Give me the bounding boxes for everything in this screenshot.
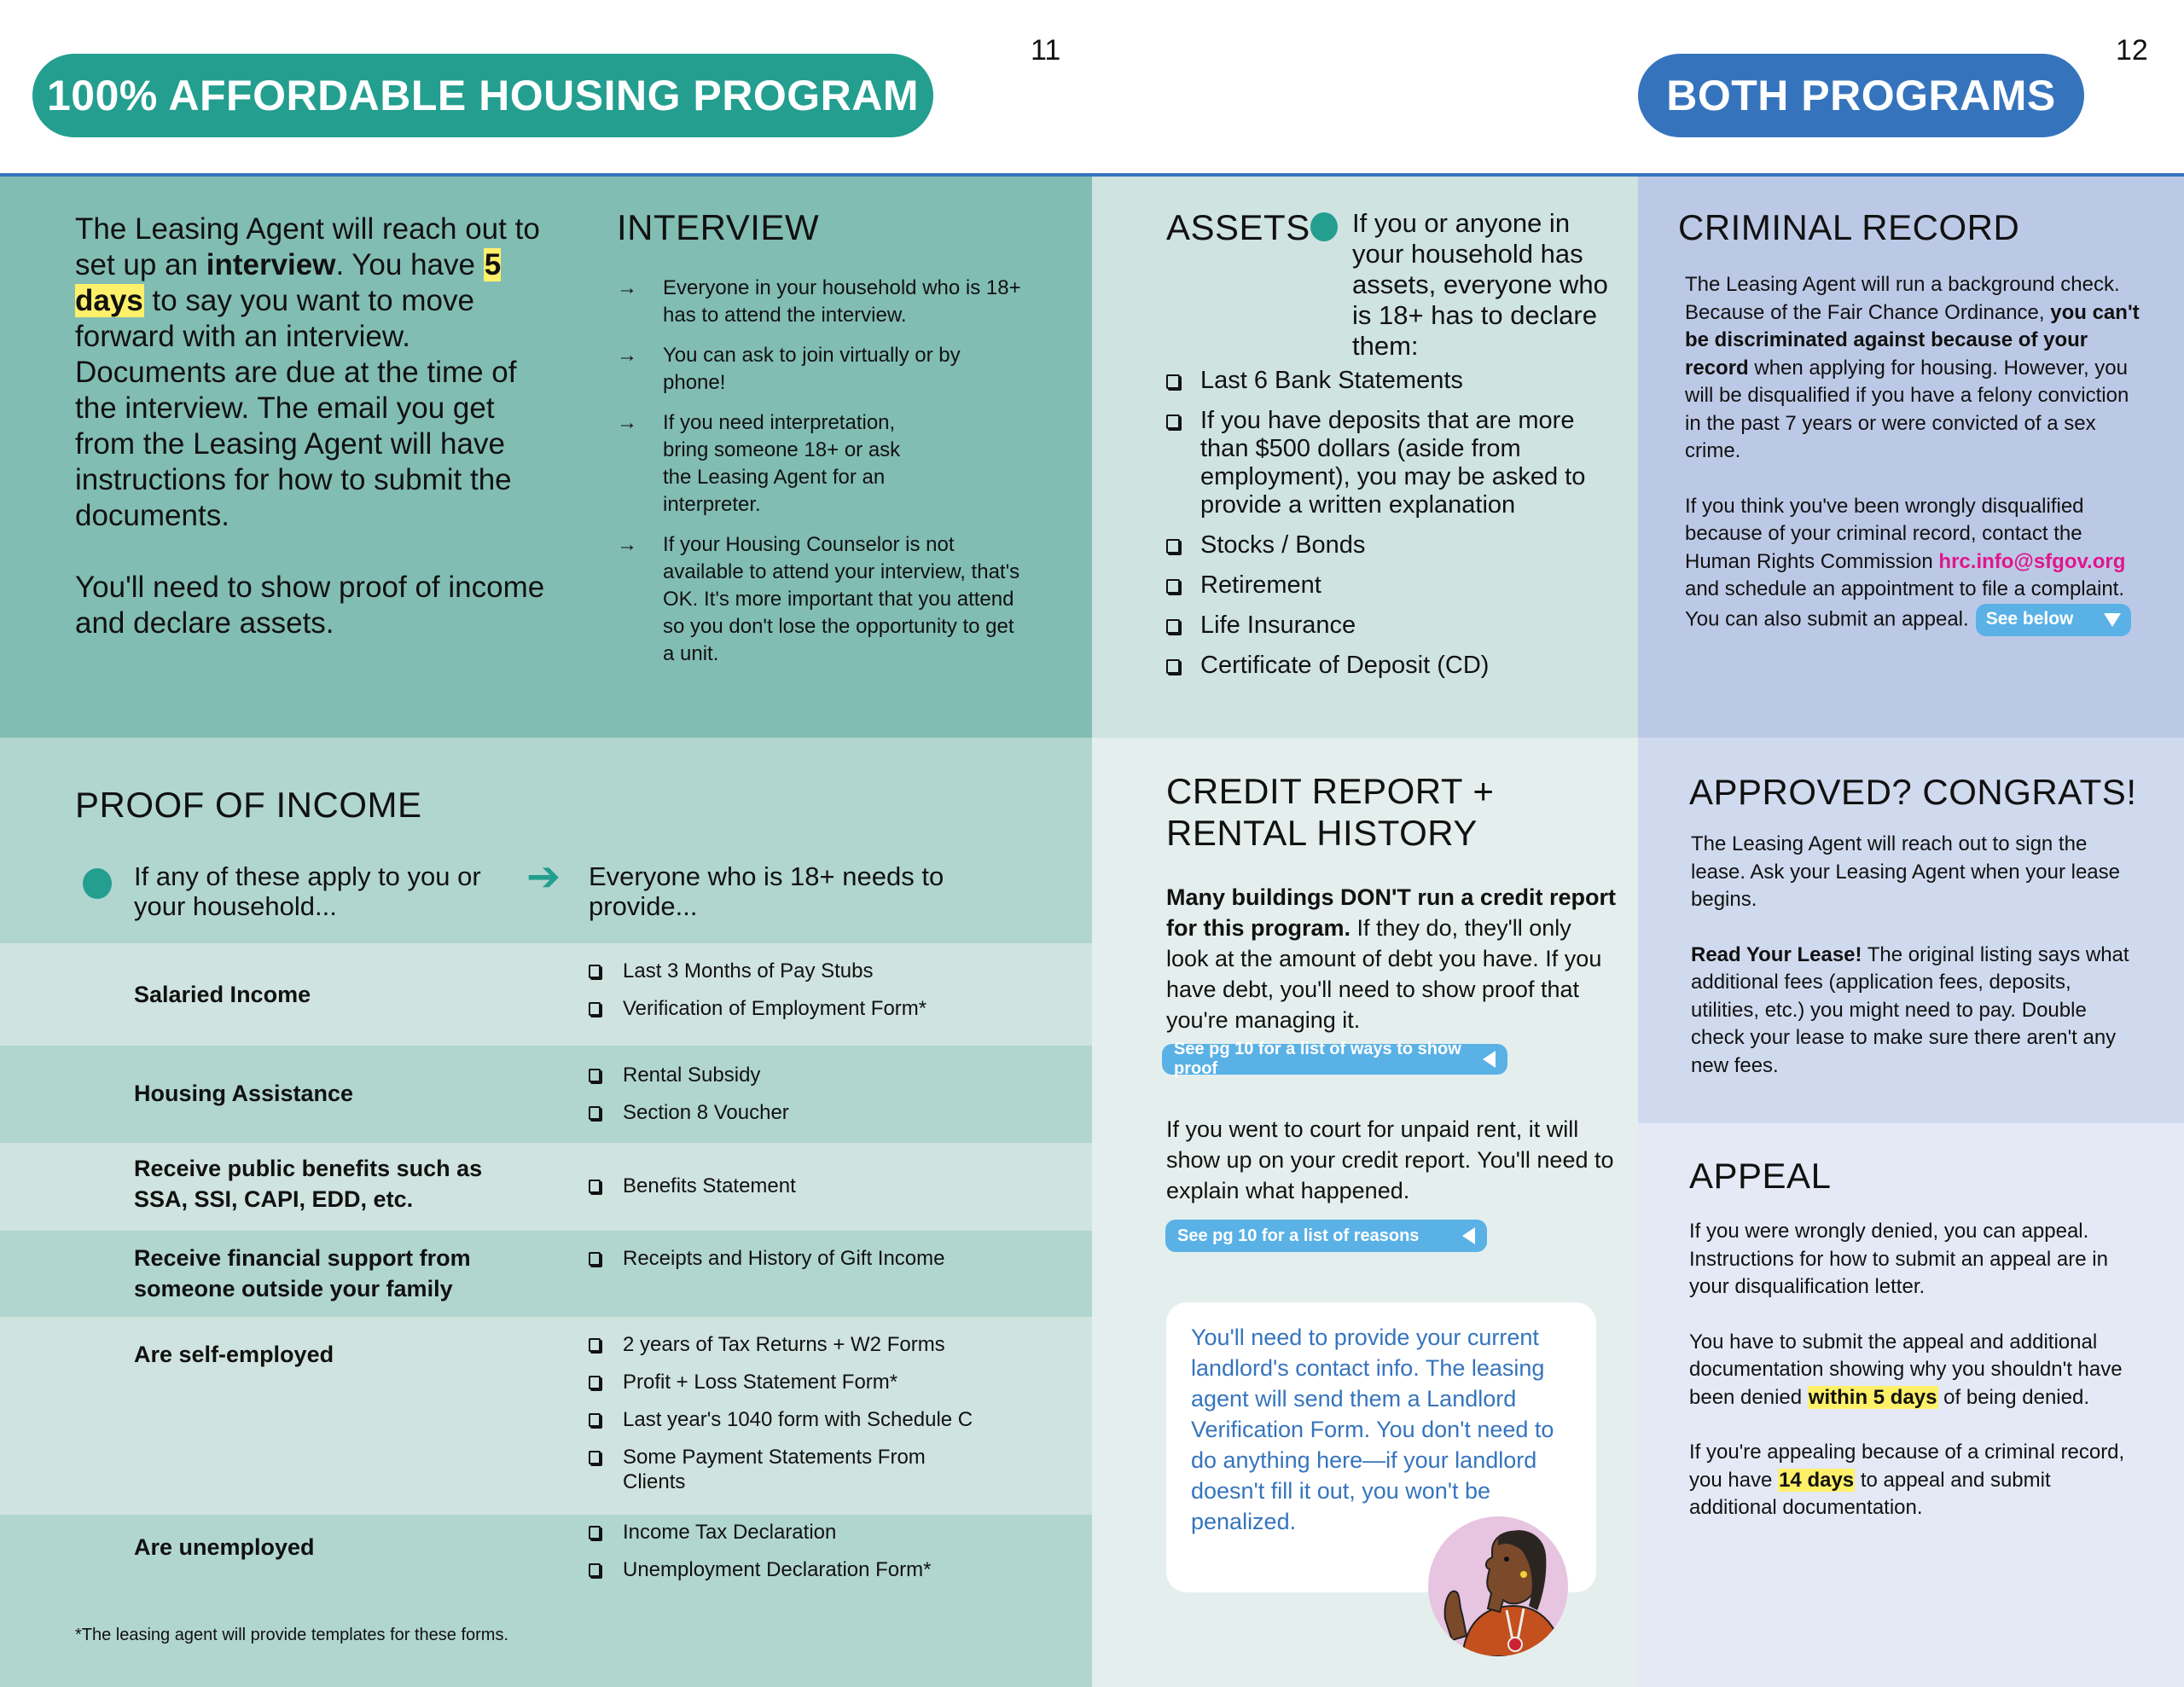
income-docs: [589, 1174, 1066, 1211]
teal-dot-icon: [1310, 212, 1338, 241]
checklist-item: Section 8 Voucher: [589, 1100, 1066, 1125]
checklist-item: Unemployment Declaration Form*: [589, 1557, 1066, 1582]
list-item: → If your Housing Counselor is not available to attend your interview, that's OK. It's more important that you attend so you don't lose the opportunity to get a unit.: [617, 531, 1026, 668]
income-type: Salaried Income: [134, 982, 311, 1007]
table-row: [0, 943, 1092, 1046]
list-item: → You can ask to join virtually or by phone!: [617, 342, 1026, 397]
table-row: [0, 1143, 1092, 1231]
checklist-item: Some Payment Statements From Clients: [589, 1445, 990, 1494]
appeal-paragraph-1: If you were wrongly denied, you can appeal. Instructions for how to submit an appeal are in your disqualification letter.: [1689, 1220, 2108, 1298]
income-requirement-text: Everyone who is 18+ needs to provide...: [589, 861, 944, 921]
checklist-item: Last 6 Bank Statements: [1166, 367, 1610, 395]
list-item: → Everyone in your household who is 18+ has to attend the interview.: [617, 275, 1026, 329]
speech-bubble-text: You'll need to provide your current landlord's contact info. The leasing agent will send them a Landlord Verification Form. You don't need to do anything here—if your landlord doesn't fill it out, you won't be penalized.: [1191, 1325, 1554, 1534]
checklist-item: If you have deposits that are more than $500 dollars (aside from employment), you may be asked to provide a written explanation: [1166, 407, 1610, 519]
assets-heading: ASSETS: [1166, 207, 1310, 247]
page-number-right: 12: [2116, 34, 2148, 67]
checkbox-icon: [1166, 539, 1180, 554]
approved-text: [1691, 831, 2135, 1080]
triangle-left-icon: [1483, 1051, 1496, 1068]
checklist-item: Stocks / Bonds: [1166, 531, 1610, 559]
program-pill-label: BOTH PROGRAMS: [1666, 72, 2056, 119]
criminal-record-text: [1685, 271, 2146, 636]
credit-paragraph-1: Many buildings DON'T run a credit report for this program. If they do, they'll only look at the amount of debt you have. If you have debt, you'll need to show proof that you're managing it.: [1166, 884, 1616, 1033]
hrc-email-link[interactable]: hrc.info@sfgov.org: [1938, 549, 2126, 573]
credit-heading: CREDIT REPORT + RENTAL HISTORY: [1166, 771, 1495, 853]
checkbox-icon: [589, 1526, 601, 1539]
checklist-item: Last year's 1040 form with Schedule C: [589, 1407, 990, 1432]
checklist-item: Rental Subsidy: [589, 1063, 1066, 1087]
arrow-right-icon: →: [617, 411, 637, 434]
checklist-item: 2 years of Tax Returns + W2 Forms: [589, 1332, 990, 1357]
see-below-label: See below: [1985, 609, 2074, 629]
checkbox-icon: [589, 1069, 601, 1082]
income-docs: [589, 959, 1066, 1034]
see-pg10-proof-tag[interactable]: [1162, 1040, 1507, 1078]
checklist-item: Last 3 Months of Pay Stubs: [589, 959, 1066, 983]
teal-dot-icon: [83, 868, 112, 899]
checklist-item: Life Insurance: [1166, 612, 1610, 640]
highlight-5-days: 5 days: [75, 248, 502, 317]
income-docs: [589, 1520, 1066, 1595]
see-below-tag[interactable]: [1976, 604, 2131, 636]
tag-label: See pg 10 for a list of reasons: [1177, 1226, 1420, 1245]
criminal-record-heading: CRIMINAL RECORD: [1678, 207, 2020, 247]
intro-paragraph-1: The Leasing Agent will reach out to set up an interview. You have 5 days to say you want to move forward with an interview. Documents are due at the time of the interview. The email you get from the Leasing Agent will have instructions for how to submit the documents.: [75, 212, 540, 532]
program-pill-both: [1638, 54, 2084, 137]
income-type: Receive public benefits such as SSA, SSI, CAPI, EDD, etc.: [134, 1156, 483, 1212]
intro-text: [75, 212, 553, 641]
criminal-paragraph-1: The Leasing Agent will run a background check. Because of the Fair Chance Ordinance, you can't be discriminated against because of your record when applying for housing. However, you will be disqualified if you have a felony conviction in the past 7 years or were convicted of a sex crime.: [1685, 273, 2140, 462]
checkbox-icon: [589, 1338, 601, 1352]
checkbox-icon: [589, 1376, 601, 1389]
income-docs: [589, 1246, 1066, 1284]
checklist-item: Receipts and History of Gift Income: [589, 1246, 1066, 1271]
arrow-right-icon: ➔: [526, 855, 561, 900]
checkbox-icon: [1166, 579, 1180, 594]
checkbox-icon: [589, 1180, 601, 1193]
highlight-within-5-days: within 5 days: [1808, 1385, 1937, 1409]
page-number-left: 11: [1031, 34, 1061, 67]
arrow-right-icon: →: [617, 533, 637, 556]
triangle-down-icon: [2104, 613, 2121, 627]
interview-heading: INTERVIEW: [617, 207, 820, 247]
program-pill-affordable: [32, 54, 933, 137]
list-item: → If you need interpretation, bring someone 18+ or ask the Leasing Agent for an interpreter.: [617, 409, 1026, 519]
checkbox-icon: [1166, 659, 1180, 674]
intro-paragraph-2: You'll need to show proof of income and declare assets.: [75, 571, 545, 640]
table-row: [0, 1046, 1092, 1143]
approved-paragraph-1: The Leasing Agent will reach out to sign the lease. Ask your Leasing Agent when your lease begins.: [1691, 832, 2120, 911]
footnote: *The leasing agent will provide templates for these forms.: [75, 1626, 509, 1644]
checkbox-icon: [589, 1413, 601, 1427]
criminal-paragraph-2: If you think you've been wrongly disqualified because of your criminal record, contact the Human Rights Commission hrc.info@sfgov.org and schedule an appointment to file a complaint. You can also submit an appeal. See below: [1685, 493, 2146, 636]
income-type: Housing Assistance: [134, 1081, 354, 1106]
assets-checklist: [1166, 367, 1610, 692]
income-condition-text: If any of these apply to you or your household...: [134, 861, 481, 921]
income-type: Are self-employed: [134, 1342, 334, 1367]
table-row: [0, 1515, 1092, 1617]
table-row: [0, 1317, 1092, 1515]
checkbox-icon: [589, 1451, 601, 1464]
checkbox-icon: [589, 965, 601, 978]
checkbox-icon: [589, 1252, 601, 1266]
person-illustration-icon: [1428, 1516, 1568, 1656]
appeal-paragraph-3: If you're appealing because of a criminal record, you have 14 days to appeal and submit additional documentation.: [1689, 1441, 2125, 1519]
appeal-text: [1689, 1218, 2133, 1522]
arrow-right-icon: →: [617, 344, 637, 367]
appeal-heading: APPEAL: [1689, 1156, 1832, 1196]
triangle-left-icon: [1462, 1227, 1475, 1244]
tag-label: See pg 10 for a list of ways to show proof: [1174, 1040, 1461, 1078]
checkbox-icon: [1166, 619, 1180, 634]
interview-list: [617, 275, 1026, 681]
checklist-item: Retirement: [1166, 571, 1610, 600]
checkbox-icon: [589, 1002, 601, 1016]
assets-intro: If you or anyone in your household has assets, everyone who is 18+ has to declare them:: [1352, 208, 1608, 361]
see-pg10-reasons-tag[interactable]: [1165, 1220, 1487, 1252]
checklist-item: Benefits Statement: [589, 1174, 1066, 1198]
checklist-item: Certificate of Deposit (CD): [1166, 652, 1610, 680]
checklist-item: Income Tax Declaration: [589, 1520, 1066, 1545]
checkbox-icon: [589, 1563, 601, 1577]
income-type: Are unemployed: [134, 1534, 315, 1560]
checkbox-icon: [589, 1106, 601, 1120]
checklist-item: Profit + Loss Statement Form*: [589, 1370, 990, 1394]
approved-paragraph-2: Read Your Lease! The original listing says what additional fees (application fees, deposits, utilities, etc.) you might need to pay. Double check your lease to make sure there aren't any new fees.: [1691, 942, 2129, 1077]
appeal-paragraph-2: You have to submit the appeal and additional documentation showing why you shouldn't have been denied within 5 days of being denied.: [1689, 1330, 2123, 1409]
checkbox-icon: [1166, 415, 1180, 429]
credit-paragraph-2: If you went to court for unpaid rent, it will show up on your credit report. You'll need to explain what happened.: [1166, 1116, 1614, 1203]
income-docs: [589, 1332, 990, 1507]
income-type: Receive financial support from someone outside your family: [134, 1245, 471, 1301]
table-row: [0, 1231, 1092, 1317]
income-docs: [589, 1063, 1066, 1138]
program-pill-label: 100% AFFORDABLE HOUSING PROGRAM: [46, 72, 920, 119]
proof-of-income-heading: PROOF OF INCOME: [75, 785, 422, 825]
arrow-right-icon: →: [617, 276, 637, 299]
highlight-14-days: 14 days: [1779, 1468, 1855, 1492]
approved-heading: APPROVED? CONGRATS!: [1689, 772, 2137, 812]
checkbox-icon: [1166, 374, 1180, 389]
checklist-item: Verification of Employment Form*: [589, 996, 1066, 1021]
